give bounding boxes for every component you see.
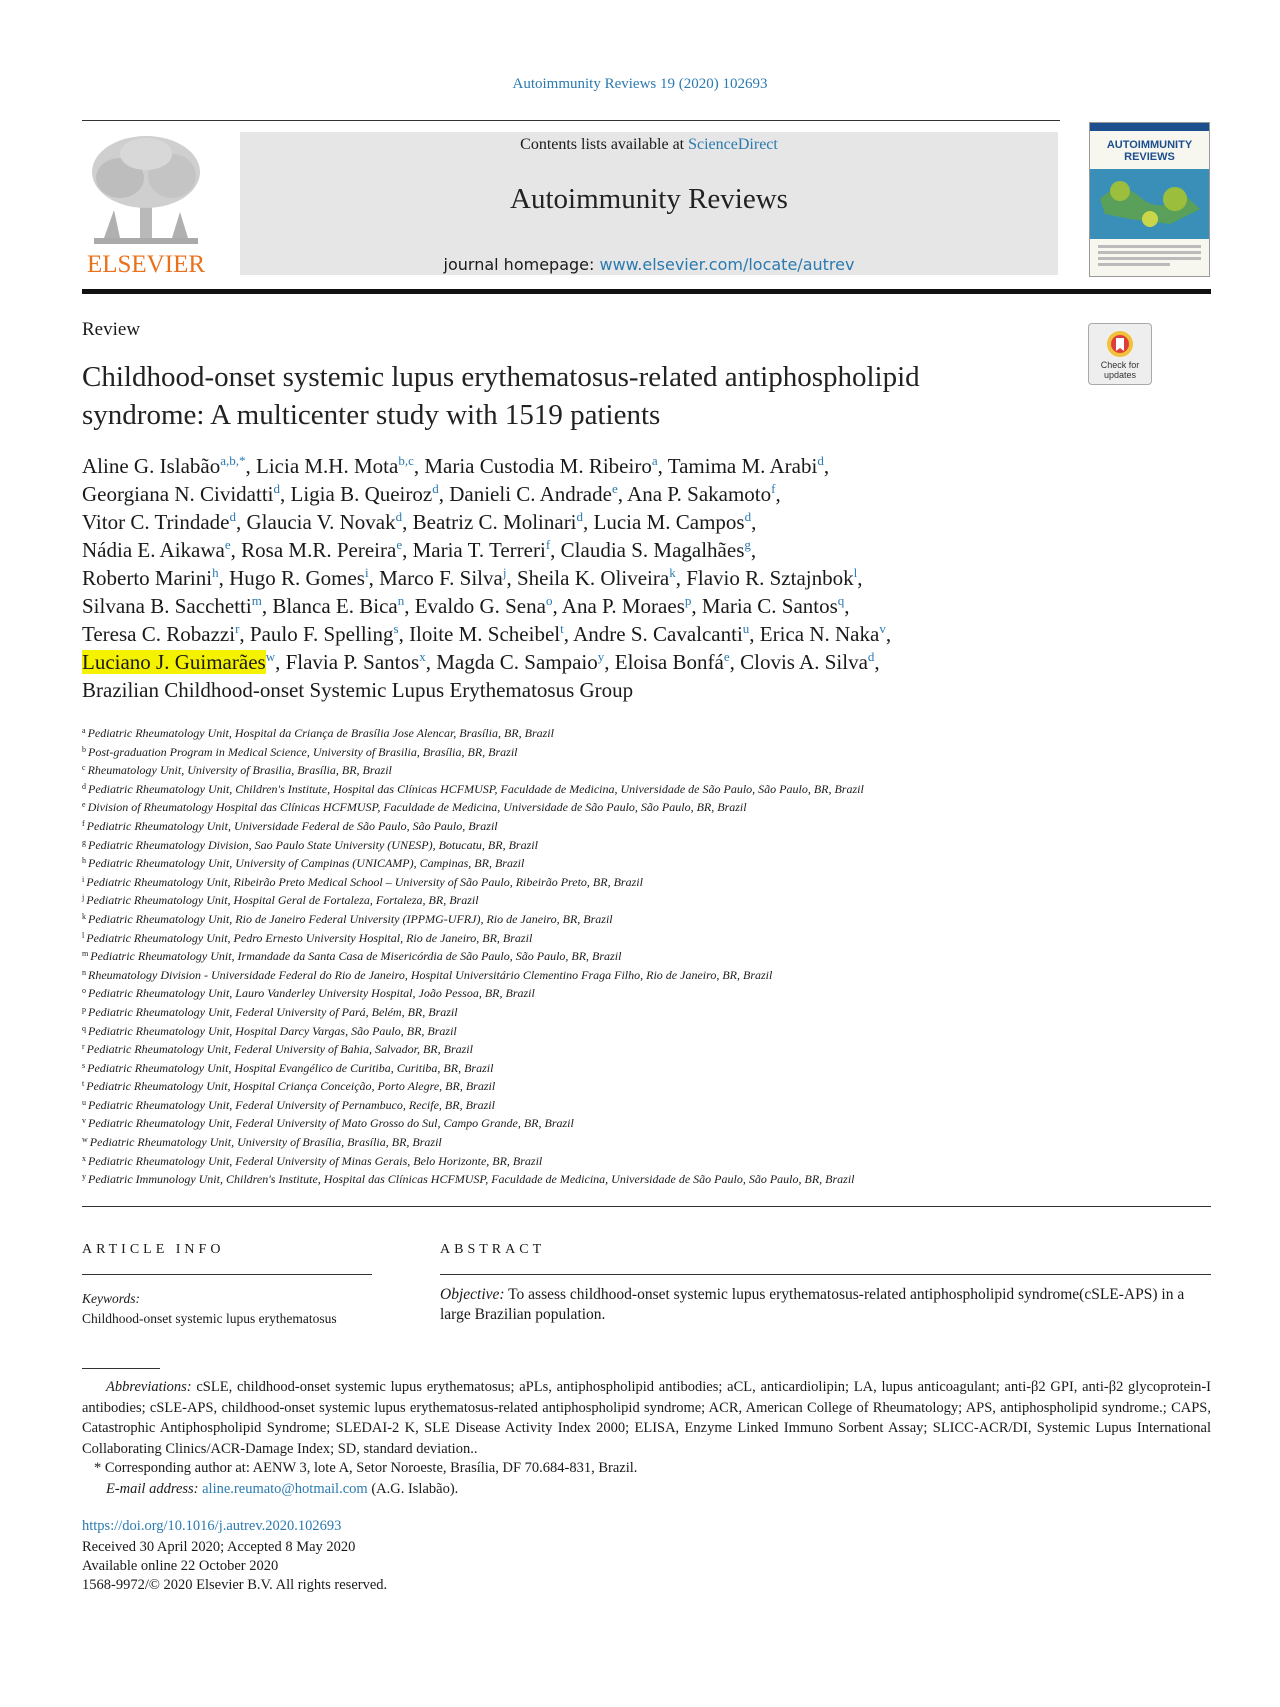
affiliation-item bbox=[82, 966, 1122, 985]
cover-art-icon bbox=[1090, 169, 1209, 239]
journal-cover[interactable] bbox=[1089, 122, 1210, 277]
affiliation-text: Pediatric Rheumatology Unit, Hospital Criança Conceição, Porto Alegre, BR, Brazil bbox=[86, 1079, 496, 1094]
sciencedirect-link[interactable]: ScienceDirect bbox=[688, 136, 778, 153]
article-info-heading: ARTICLE INFO bbox=[82, 1242, 225, 1257]
author-separator: , bbox=[775, 482, 781, 506]
abbreviations-text: cSLE, childhood-onset systemic lupus erythematosus; aPLs, antiphospholipid antibodies; aCL, anticardiolipin; LA, lupus anticoagulant; anti-β2 GPI, anti-β2 glycoprotein-I antibodies; cSLE-APS, childhood-onset systemic lupus erythematosus-related antiphospholipid syndrome; ACR, American College of Rheumatology; APS, antiphospholipid syndrome.; CAPS, Catastrophic Antiphospholipid Syndrome; SLEDAI-2 K, SLE Disease Activity Index 2000; ELISA, Enzyme Linked Immuno Sorbent Assay; SLICC-ACR/DI, Systemic Lupus International Collaborating Clinics/ACR-Damage Index; SD, standard deviation.. bbox=[82, 1379, 1211, 1457]
author-separator: , bbox=[404, 594, 415, 618]
author-line bbox=[82, 676, 1092, 704]
author-name[interactable]: Hugo R. Gomes bbox=[229, 566, 365, 590]
author-separator: , bbox=[885, 622, 892, 646]
author-affiliation-marker[interactable]: f bbox=[545, 537, 551, 552]
author-list bbox=[82, 452, 1092, 704]
author-affiliation-marker[interactable]: w bbox=[265, 649, 276, 664]
affiliation-key: t bbox=[82, 1079, 85, 1089]
author-name[interactable]: Evaldo G. Sena bbox=[414, 594, 546, 618]
author-name[interactable]: Clovis A. Silva bbox=[740, 650, 868, 674]
author-affiliation-marker[interactable]: p bbox=[684, 593, 692, 608]
affiliation-text: Pediatric Rheumatology Unit, Rio de Janeiro Federal University (IPPMG-UFRJ), Rio de Janeiro, BR, Brazil bbox=[88, 911, 613, 926]
affiliation-item bbox=[82, 891, 1122, 910]
affiliation-key: s bbox=[82, 1060, 86, 1070]
article-type: Review bbox=[82, 319, 141, 340]
affiliation-item bbox=[82, 743, 1122, 762]
publisher-name: ELSEVIER bbox=[86, 251, 206, 278]
affiliation-text: Pediatric Rheumatology Unit, Hospital Darcy Vargas, São Paulo, BR, Brazil bbox=[88, 1023, 457, 1038]
affiliation-item bbox=[82, 1003, 1122, 1022]
email-link[interactable]: aline.reumato@hotmail.com bbox=[202, 1481, 368, 1497]
affiliation-text: Division of Rheumatology Hospital das Clínicas HCFMUSP, Faculdade de Medicina, Universidade de São Paulo, São Paulo, BR, Brazil bbox=[87, 800, 747, 815]
affiliation-key: w bbox=[82, 1135, 88, 1145]
affiliation-key: n bbox=[82, 967, 86, 977]
author-separator: , bbox=[823, 454, 830, 478]
affiliation-list bbox=[82, 724, 1122, 1189]
affiliation-text: Pediatric Rheumatology Unit, University of Campinas (UNICAMP), Campinas, BR, Brazil bbox=[88, 856, 525, 871]
author-separator: , bbox=[425, 650, 437, 674]
header-rule bbox=[82, 120, 1060, 121]
affiliation-item bbox=[82, 798, 1122, 817]
objective-label: Objective: bbox=[440, 1286, 505, 1303]
cover-title-1: AUTOIMMUNITY bbox=[1106, 139, 1193, 151]
author-name[interactable]: Luciano J. Guimarães bbox=[82, 650, 266, 674]
author-separator: , bbox=[874, 650, 880, 674]
email-suffix: (A.G. Islabão). bbox=[367, 1481, 459, 1497]
affiliation-item bbox=[82, 984, 1122, 1003]
author-affiliation-marker[interactable]: v bbox=[879, 621, 886, 636]
author-name[interactable]: Maria C. Santos bbox=[701, 594, 838, 618]
author-affiliation-marker[interactable]: d bbox=[817, 453, 824, 468]
author-name[interactable]: Sheila K. Oliveira bbox=[516, 566, 670, 590]
keyword-item: Childhood-onset systemic lupus erythematosus bbox=[82, 1311, 337, 1326]
author-separator: , bbox=[236, 510, 247, 534]
author-name[interactable]: Flavio R. Sztajnbok bbox=[686, 566, 854, 590]
author-affiliation-marker[interactable]: g bbox=[744, 537, 751, 552]
author-name[interactable]: Flavia P. Santos bbox=[285, 650, 420, 674]
elsevier-logo bbox=[80, 132, 212, 278]
objective-text: To assess childhood-onset systemic lupus erythematosus-related antiphospholipid syndrome(cSLE-APS) in a large Brazilian population. bbox=[440, 1286, 1185, 1323]
author-affiliation-marker[interactable]: e bbox=[396, 537, 403, 552]
author-affiliation-marker[interactable]: x bbox=[419, 649, 426, 664]
email-line bbox=[106, 1481, 458, 1498]
author-name[interactable]: Magda C. Sampaio bbox=[436, 650, 598, 674]
affiliation-text: Pediatric Rheumatology Unit, Federal University of Pará, Belém, BR, Brazil bbox=[88, 1004, 458, 1019]
affiliation-text: Pediatric Rheumatology Unit, Universidade Federal de São Paulo, São Paulo, Brazil bbox=[86, 818, 498, 833]
affiliation-text: Pediatric Rheumatology Unit, Ribeirão Preto Medical School – University of São Paulo, Ribeirão Preto, BR, Brazil bbox=[86, 874, 643, 889]
author-affiliation-marker[interactable]: o bbox=[545, 593, 553, 608]
author-name[interactable]: Eloisa Bonfá bbox=[614, 650, 724, 674]
homepage-link[interactable]: www.elsevier.com/locate/autrev bbox=[599, 255, 855, 274]
affiliation-key: o bbox=[82, 986, 86, 996]
author-separator: , bbox=[750, 538, 757, 562]
author-name[interactable]: Erica N. Naka bbox=[759, 622, 880, 646]
abbreviations-label: Abbreviations: bbox=[106, 1379, 192, 1395]
author-separator: , bbox=[280, 482, 291, 506]
affiliation-text: Pediatric Rheumatology Unit, Federal University of Pernambuco, Recife, BR, Brazil bbox=[88, 1097, 495, 1112]
author-affiliation-marker[interactable]: a,b,* bbox=[220, 453, 246, 468]
author-line bbox=[82, 592, 1092, 620]
affiliation-item bbox=[82, 724, 1122, 743]
author-name[interactable]: Teresa C. Robazzi bbox=[82, 622, 236, 646]
author-name[interactable]: Nádia E. Aikawa bbox=[82, 538, 225, 562]
author-name[interactable]: Beatriz C. Molinari bbox=[412, 510, 577, 534]
author-separator: , bbox=[617, 482, 628, 506]
author-separator: , bbox=[218, 566, 230, 590]
author-name[interactable]: Lucia M. Campos bbox=[593, 510, 745, 534]
affiliation-key: r bbox=[82, 1042, 85, 1052]
affiliation-item bbox=[82, 1077, 1122, 1096]
check-for-updates-button[interactable] bbox=[1088, 323, 1152, 385]
author-affiliation-marker[interactable]: q bbox=[837, 593, 845, 608]
affiliation-item bbox=[82, 761, 1122, 780]
author-separator: , bbox=[749, 622, 760, 646]
author-name[interactable]: Licia M.H. Mota bbox=[256, 454, 399, 478]
cover-title-2: REVIEWS bbox=[1124, 151, 1175, 163]
article-info-rule bbox=[82, 1274, 372, 1275]
author-name[interactable]: Paulo F. Spelling bbox=[249, 622, 394, 646]
author-separator: , bbox=[583, 510, 594, 534]
affiliation-item bbox=[82, 873, 1122, 892]
abstract-rule bbox=[440, 1274, 1211, 1275]
abstract-heading: ABSTRACT bbox=[440, 1242, 546, 1257]
contents-line bbox=[240, 136, 1058, 154]
affiliation-text: Pediatric Rheumatology Division, Sao Paulo State University (UNESP), Botucatu, BR, Brazil bbox=[88, 837, 538, 852]
author-name[interactable]: Ana P. Sakamoto bbox=[627, 482, 772, 506]
author-affiliation-marker[interactable]: l bbox=[853, 565, 858, 580]
affiliation-text: Pediatric Rheumatology Unit, Federal University of Mato Grosso do Sul, Campo Grande, BR, Brazil bbox=[88, 1116, 574, 1131]
author-name[interactable]: Silvana B. Sacchetti bbox=[82, 594, 252, 618]
affiliation-item bbox=[82, 947, 1122, 966]
affiliation-key: x bbox=[82, 1153, 86, 1163]
author-separator: , bbox=[675, 566, 687, 590]
author-name[interactable]: Brazilian Childhood-onset Systemic Lupus Erythematosus Group bbox=[82, 678, 634, 702]
affiliation-item bbox=[82, 1096, 1122, 1115]
author-separator: , bbox=[751, 510, 757, 534]
author-affiliation-marker[interactable]: d bbox=[229, 509, 237, 524]
author-separator: , bbox=[275, 650, 286, 674]
corresponding-author-note: * Corresponding author at: AENW 3, lote A, Setor Noroeste, Brasília, DF 70.684-831, Brazil. bbox=[94, 1460, 638, 1476]
check-updates-label-2: updates bbox=[1103, 370, 1137, 380]
affiliation-item bbox=[82, 836, 1122, 855]
author-line bbox=[82, 648, 1092, 676]
author-separator: , bbox=[402, 510, 413, 534]
affiliation-text: Pediatric Rheumatology Unit, Pedro Ernesto University Hospital, Rio de Janeiro, BR, Brazil bbox=[86, 930, 533, 945]
author-separator: , bbox=[844, 594, 850, 618]
affiliation-text: Pediatric Rheumatology Unit, Hospital Evangélico de Curitiba, Curitiba, BR, Brazil bbox=[87, 1060, 494, 1075]
author-name[interactable]: Claudia S. Magalhães bbox=[560, 538, 745, 562]
affiliation-text: Rheumatology Unit, University of Brasilia, Brasília, BR, Brazil bbox=[87, 763, 392, 778]
author-separator: , bbox=[368, 566, 380, 590]
affiliation-item bbox=[82, 780, 1122, 799]
affiliation-item bbox=[82, 1040, 1122, 1059]
affiliation-key: a bbox=[82, 726, 86, 735]
author-line bbox=[82, 480, 1092, 508]
affiliation-key: q bbox=[82, 1023, 86, 1033]
author-separator: , bbox=[398, 622, 410, 646]
author-separator: , bbox=[245, 454, 256, 478]
affiliation-text: Pediatric Rheumatology Unit, Federal University of Bahia, Salvador, BR, Brazil bbox=[86, 1042, 473, 1057]
affiliation-key: u bbox=[82, 1097, 86, 1107]
author-affiliation-marker[interactable]: a bbox=[651, 453, 658, 468]
author-affiliation-marker[interactable]: d bbox=[744, 509, 752, 524]
affiliation-item bbox=[82, 1022, 1122, 1041]
affiliation-text: Pediatric Immunology Unit, Children's Institute, Hospital das Clínicas HCFMUSP, Faculdade de Medicina, Universidade de São Paulo, São Paulo, BR, Brazil bbox=[88, 1172, 855, 1187]
author-affiliation-marker[interactable]: h bbox=[212, 565, 219, 580]
author-name[interactable]: Andre S. Cavalcanti bbox=[573, 622, 743, 646]
author-separator: , bbox=[506, 566, 517, 590]
affiliation-item bbox=[82, 854, 1122, 873]
abstract-text bbox=[440, 1285, 1211, 1325]
title-line-1: Childhood-onset systemic lupus erythematosus-related antiphospholipid bbox=[82, 361, 920, 393]
journal-citation[interactable]: Autoimmunity Reviews 19 (2020) 102693 bbox=[512, 76, 768, 92]
author-affiliation-marker[interactable]: e bbox=[611, 481, 618, 496]
author-separator: , bbox=[402, 538, 413, 562]
affiliation-text: Pediatric Rheumatology Unit, Lauro Vanderley University Hospital, João Pessoa, BR, Brazil bbox=[88, 986, 535, 1001]
affiliation-key: l bbox=[82, 930, 85, 940]
author-line bbox=[82, 620, 1092, 648]
copyright-line: 1568-9972/© 2020 Elsevier B.V. All rights reserved. bbox=[82, 1577, 388, 1593]
author-affiliation-marker[interactable]: b,c bbox=[398, 453, 414, 468]
affiliation-item bbox=[82, 1170, 1122, 1189]
author-affiliation-marker[interactable]: i bbox=[364, 565, 369, 580]
journal-title: Autoimmunity Reviews bbox=[510, 183, 788, 215]
affiliation-key: i bbox=[82, 874, 85, 884]
affiliation-key: k bbox=[82, 911, 86, 921]
affiliation-key: m bbox=[82, 949, 89, 959]
author-affiliation-marker[interactable]: u bbox=[742, 621, 750, 636]
author-affiliation-marker[interactable]: f bbox=[771, 481, 776, 496]
author-name[interactable]: Danieli C. Andrade bbox=[449, 482, 612, 506]
email-label: E-mail address: bbox=[106, 1481, 199, 1497]
affiliation-text: Pediatric Rheumatology Unit, Hospital da Criança de Brasília Jose Alencar, Brasília, BR, Brazil bbox=[87, 726, 554, 740]
affiliation-key: e bbox=[82, 800, 86, 810]
author-separator: , bbox=[729, 650, 741, 674]
affiliation-item bbox=[82, 1152, 1122, 1171]
author-separator: , bbox=[239, 622, 250, 646]
author-affiliation-marker[interactable]: r bbox=[235, 621, 240, 636]
homepage-prefix: journal homepage: bbox=[443, 255, 600, 274]
affiliation-key: p bbox=[82, 1004, 86, 1014]
author-name[interactable]: Ana P. Moraes bbox=[561, 594, 685, 618]
affiliation-text: Pediatric Rheumatology Unit, University of Brasília, Brasília, BR, Brazil bbox=[89, 1135, 442, 1150]
author-affiliation-marker[interactable]: d bbox=[432, 481, 439, 496]
author-affiliation-marker[interactable]: n bbox=[397, 593, 405, 608]
author-name[interactable]: Georgiana N. Cividatti bbox=[82, 482, 274, 506]
author-separator: , bbox=[552, 594, 562, 618]
affiliation-key: j bbox=[82, 893, 85, 903]
author-affiliation-marker[interactable]: e bbox=[723, 649, 730, 664]
author-affiliation-marker[interactable]: e bbox=[224, 537, 231, 552]
author-affiliation-marker[interactable]: d bbox=[273, 481, 280, 496]
author-affiliation-marker[interactable]: s bbox=[393, 621, 399, 636]
author-name[interactable]: Iloite M. Scheibel bbox=[409, 622, 561, 646]
affiliation-text: Pediatric Rheumatology Unit, Irmandade da Santa Casa de Misericórdia de São Paulo, São Paulo, BR, Brazil bbox=[90, 949, 622, 964]
author-separator: , bbox=[563, 622, 574, 646]
author-name[interactable]: Glaucia V. Novak bbox=[246, 510, 396, 534]
author-affiliation-marker[interactable]: d bbox=[867, 649, 875, 664]
keywords-label: Keywords: bbox=[82, 1291, 140, 1306]
available-online: Available online 22 October 2020 bbox=[82, 1558, 279, 1574]
author-separator: , bbox=[438, 482, 450, 506]
affiliation-key: f bbox=[82, 818, 85, 828]
author-name[interactable]: Aline G. Islabão bbox=[82, 454, 221, 478]
affiliation-rule bbox=[82, 1206, 1211, 1207]
author-affiliation-marker[interactable]: t bbox=[560, 621, 564, 636]
author-name[interactable]: Maria T. Terreri bbox=[412, 538, 546, 562]
affiliation-text: Rheumatology Division - Universidade Federal do Rio de Janeiro, Hospital Universitário Clementino Fraga Filho, Rio de Janeiro, BR, Brazil bbox=[88, 967, 773, 982]
author-line bbox=[82, 508, 1092, 536]
author-name[interactable]: Roberto Marini bbox=[82, 566, 213, 590]
author-affiliation-marker[interactable]: d bbox=[395, 509, 403, 524]
author-affiliation-marker[interactable]: k bbox=[669, 565, 676, 580]
affiliation-item bbox=[82, 1114, 1122, 1133]
author-name[interactable]: Maria Custodia M. Ribeiro bbox=[424, 454, 652, 478]
abbreviations-footnote bbox=[82, 1377, 1211, 1459]
affiliation-key: g bbox=[82, 837, 86, 847]
author-line bbox=[82, 452, 1092, 480]
author-name[interactable]: Marco F. Silva bbox=[379, 566, 503, 590]
affiliation-key: b bbox=[82, 744, 86, 754]
journal-homepage bbox=[240, 255, 1058, 274]
affiliation-text: Pediatric Rheumatology Unit, Hospital Geral de Fortaleza, Fortaleza, BR, Brazil bbox=[86, 893, 479, 908]
affiliation-key: d bbox=[82, 781, 86, 791]
affiliation-key: c bbox=[82, 763, 86, 773]
received-dates: Received 30 April 2020; Accepted 8 May 2020 bbox=[82, 1539, 356, 1555]
author-separator: , bbox=[857, 566, 863, 590]
affiliation-text: Pediatric Rheumatology Unit, Federal University of Minas Gerais, Belo Horizonte, BR, Brazil bbox=[88, 1153, 543, 1168]
affiliation-item bbox=[82, 910, 1122, 929]
affiliation-item bbox=[82, 817, 1122, 836]
author-line bbox=[82, 564, 1092, 592]
elsevier-tree-icon bbox=[80, 132, 212, 278]
author-separator: , bbox=[657, 454, 668, 478]
affiliation-text: Post-graduation Program in Medical Science, University of Brasilia, Brasília, BR, Brazil bbox=[88, 744, 518, 759]
author-name[interactable]: Blanca E. Bica bbox=[272, 594, 398, 618]
author-separator: , bbox=[550, 538, 561, 562]
author-name[interactable]: Ligia B. Queiroz bbox=[290, 482, 433, 506]
author-name[interactable]: Tamima M. Arabi bbox=[667, 454, 818, 478]
article-title bbox=[82, 358, 1042, 434]
affiliation-item bbox=[82, 929, 1122, 948]
author-name[interactable]: Rosa M.R. Pereira bbox=[241, 538, 397, 562]
author-line bbox=[82, 536, 1092, 564]
author-affiliation-marker[interactable]: y bbox=[597, 649, 605, 664]
affiliation-item bbox=[82, 1059, 1122, 1078]
affiliation-text: Pediatric Rheumatology Unit, Children's Institute, Hospital das Clínicas HCFMUSP, Faculdade de Medicina, Universidade de São Paulo, São Paulo, BR, Brazil bbox=[88, 781, 864, 796]
affiliation-item bbox=[82, 1133, 1122, 1152]
author-affiliation-marker[interactable]: j bbox=[502, 565, 507, 580]
footnote-rule bbox=[82, 1368, 160, 1369]
author-separator: , bbox=[230, 538, 242, 562]
author-separator: , bbox=[604, 650, 615, 674]
affiliation-key: y bbox=[82, 1172, 86, 1182]
title-line-2: syndrome: A multicenter study with 1519 patients bbox=[82, 399, 661, 431]
contents-prefix: Contents lists available at bbox=[520, 136, 689, 153]
author-separator: , bbox=[261, 594, 273, 618]
affiliation-key: h bbox=[82, 856, 86, 866]
author-affiliation-marker[interactable]: m bbox=[251, 593, 262, 608]
author-affiliation-marker[interactable]: d bbox=[576, 509, 584, 524]
header-thick-rule bbox=[82, 289, 1211, 294]
author-separator: , bbox=[413, 454, 425, 478]
doi-link[interactable]: https://doi.org/10.1016/j.autrev.2020.102693 bbox=[82, 1518, 342, 1534]
affiliation-key: v bbox=[82, 1116, 86, 1126]
author-separator: , bbox=[691, 594, 702, 618]
check-updates-label-1: Check for bbox=[1100, 360, 1140, 370]
author-name[interactable]: Vitor C. Trindade bbox=[82, 510, 230, 534]
